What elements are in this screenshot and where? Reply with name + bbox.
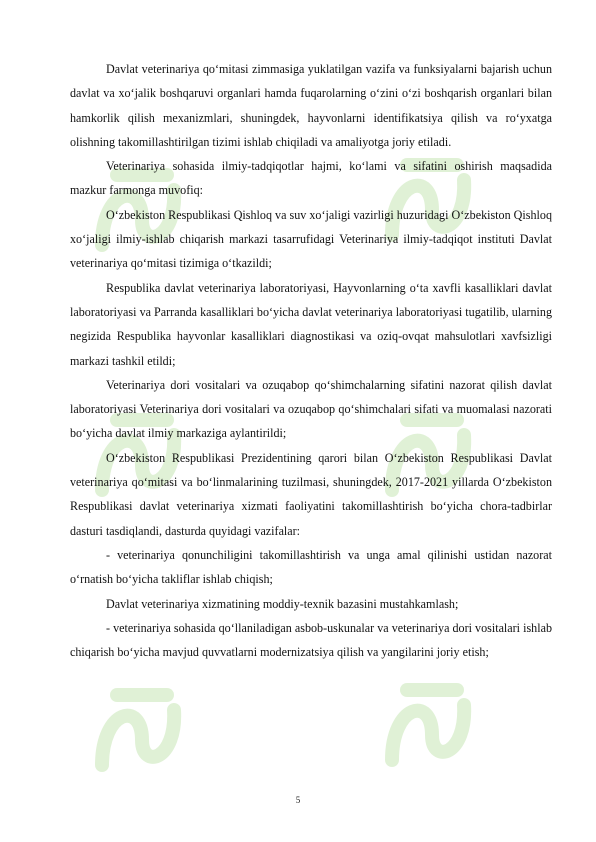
page-number: 5: [295, 795, 301, 805]
watermark-logo-icon: [82, 670, 192, 790]
body-text: [70, 57, 552, 664]
paragraph: Davlat veterinariya qo‘mitasi zimmasiga yuklatilgan vazifa va funksiyalarni bajarish uchun davlat va xo‘jalik boshqaruvi organlari hamda fuqarolarning o‘zini o‘zi boshqarish organlari bilan hamkorlik qilish mexanizmlari, shuningdek, hayvonlarni identifikatsiya qilish va ro‘yxatga olishning takomillashtirilgan tizimi ishlab chiqiladi va amaliyotga joriy etiladi.: [70, 62, 552, 149]
paragraph: O‘zbekiston Respublikasi Qishloq va suv xo‘jaligi vazirligi huzuridagi O‘zbekiston Qishloq xo‘jaligi ilmiy-ishlab chiqarish markazi tasarrufidagi Veterinariya ilmiy-tadqiqot instituti Davlat veterinariya qo‘mitasi tizimiga o‘tkazildi;: [70, 207, 552, 271]
paragraph: O‘zbekiston Respublikasi Prezidentining qarori bilan O‘zbekiston Respublikasi Davlat veterinariya qo‘mitasi va bo‘linmalarining tuzilmasi, shuningdek, 2017-2021 yillarda O‘zbekiston Respublikasi davlat veterinariya xizmati faoliyatini takomillashtirish bo‘yicha chora-tadbirlar dasturi tasdiqlandi, dasturda quyidagi vazifalar:: [70, 450, 552, 538]
paragraph: Respublika davlat veterinariya laboratoriyasi, Hayvonlarning o‘ta xavfli kasalliklari davlat laboratoriyasi va Parranda kasalliklari bo‘yicha davlat veterinariya laboratoriyasi tugatilib, ularning negizida Respublika hayvonlar kasalliklari diagnostikasi va oziq-ovqat mahsulotlari xavfsizligi markazi tashkil etildi;: [70, 280, 552, 368]
paragraph: Veterinariya sohasida ilmiy-tadqiqotlar hajmi, ko‘lami va sifatini oshirish maqsadida mazkur farmonga muvofiq:: [70, 159, 552, 198]
paragraph: Veterinariya dori vositalari va ozuqabop qo‘shimchalarning sifatini nazorat qilish davlat laboratoriyasi Veterinariya dori vositalari va ozuqabop qo‘shimchalari sifati va muomalasi nazorati bo‘yicha davlat ilmiy markaziga aylantirildi;: [70, 377, 552, 441]
watermark-logo-icon: [372, 665, 482, 785]
paragraph: Davlat veterinariya xizmatining moddiy-texnik bazasini mustahkamlash;: [106, 596, 459, 611]
bullet-paragraph: - veterinariya sohasida qo‘llaniladigan asbob-uskunalar va veterinariya dori vositalari ishlab chiqarish bo‘yicha mavjud quvvatlarni modernizatsiya qilish va yangilarini joriy etish;: [70, 620, 552, 660]
bullet-paragraph: - veterinariya qonunchiligini takomillashtirish va unga amal qilinishi ustidan nazorat o‘rnatish bo‘yicha takliflar ishlab chiqish;: [70, 547, 552, 587]
